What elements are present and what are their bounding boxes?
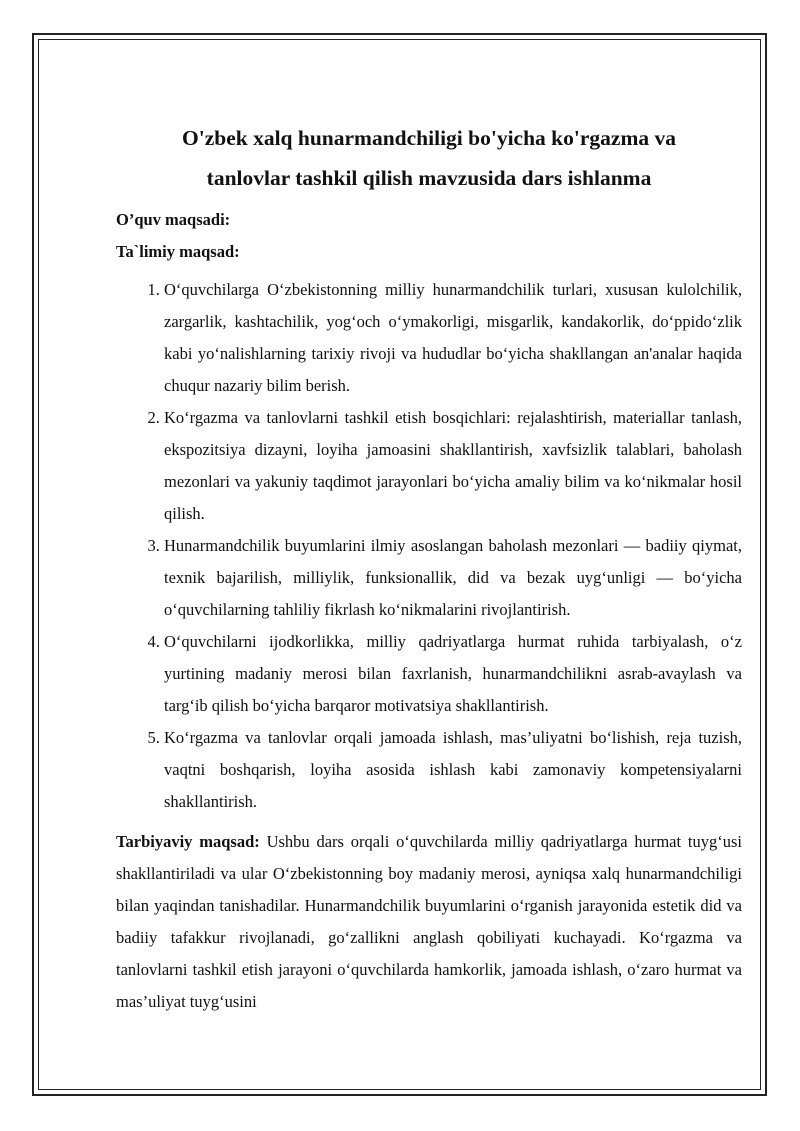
upbringing-goal-text: Ushbu dars orqali o‘quvchilarda milliy qadriyatlarga hurmat tuyg‘usi shakllantiriladi va ular O‘zbekistonning boy madaniy merosi, ayniqsa xalq hunarmandchiligi bilan yaqindan tanishadilar. Hunarmandchilik buyumlarini o‘rganish jarayonida estetik did va badiiy tafakkur rivojlanadi, go‘zallikni anglash qobiliyati kuchayadi. Ko‘rgazma va tanlovlarni tashkil etish jarayoni o‘quvchilarda hamkorlik, jamoada ishlash, o‘zaro hurmat va mas’uliyat tuyg‘usini [116, 832, 742, 1011]
goal-item-1: 1. O‘quvchilarga O‘zbekistonning milliy hunarmandchilik turlari, xususan kulolchilik, zargarlik, kashtachilik, yog‘och o‘ymakorligi, misgarlik, kandakorlik, do‘ppido‘zlik kabi yo‘nalishlarning tarixiy rivoji va hududlar bo‘yicha shakllangan an'analar haqida chuqur nazariy bilim berish. [164, 274, 742, 402]
section-label-learning-goal: O’quv maqsadi: [116, 210, 231, 229]
document-title-line-2: tanlovlar tashkil qilish mavzusida dars ishlanma [206, 166, 652, 190]
goal-item-2: 2. Ko‘rgazma va tanlovlarni tashkil etish bosqichlari: rejalashtirish, materiallar tanlash, ekspozitsiya dizayni, loyiha jamoasini shakllantirish, xavfsizlik talablari, baholash mezonlari va yakuniy taqdimot jarayonlari bo‘yicha amaliy bilim va ko‘nikmalar hosil qilish. [164, 402, 742, 530]
document-body [116, 112, 742, 1072]
section-label-educational-goal: Ta`limiy maqsad: [116, 242, 240, 261]
upbringing-goal-label: Tarbiyaviy maqsad: [116, 832, 260, 851]
upbringing-goal-paragraph [116, 826, 742, 1018]
goal-item-5: 5. Ko‘rgazma va tanlovlar orqali jamoada ishlash, mas’uliyatni bo‘lishish, reja tuzish, vaqtni boshqarish, loyiha asosida ishlash kabi zamonaviy kompetensiyalarni shakllantirish. [164, 722, 742, 818]
document-title [116, 118, 742, 198]
goal-item-4: 4. O‘quvchilarni ijodkorlikka, milliy qadriyatlarga hurmat ruhida tarbiyalash, o‘z yurtining madaniy merosi bilan faxrlanish, hunarmandchilikni asrab-avaylash va targ‘ib qilish bo‘yicha barqaror motivatsiya shakllantirish. [164, 626, 742, 722]
goals-list [116, 274, 742, 818]
document-title-line-1: O'zbek xalq hunarmandchiligi bo'yicha ko'rgazma va [182, 126, 676, 150]
goal-item-3: 3. Hunarmandchilik buyumlarini ilmiy asoslangan baholash mezonlari — badiiy qiymat, texnik bajarilish, milliylik, funksionallik, did va bezak uyg‘unligi — bo‘yicha o‘quvchilarning tahliliy fikrlash ko‘nikmalarini rivojlantirish. [164, 530, 742, 626]
